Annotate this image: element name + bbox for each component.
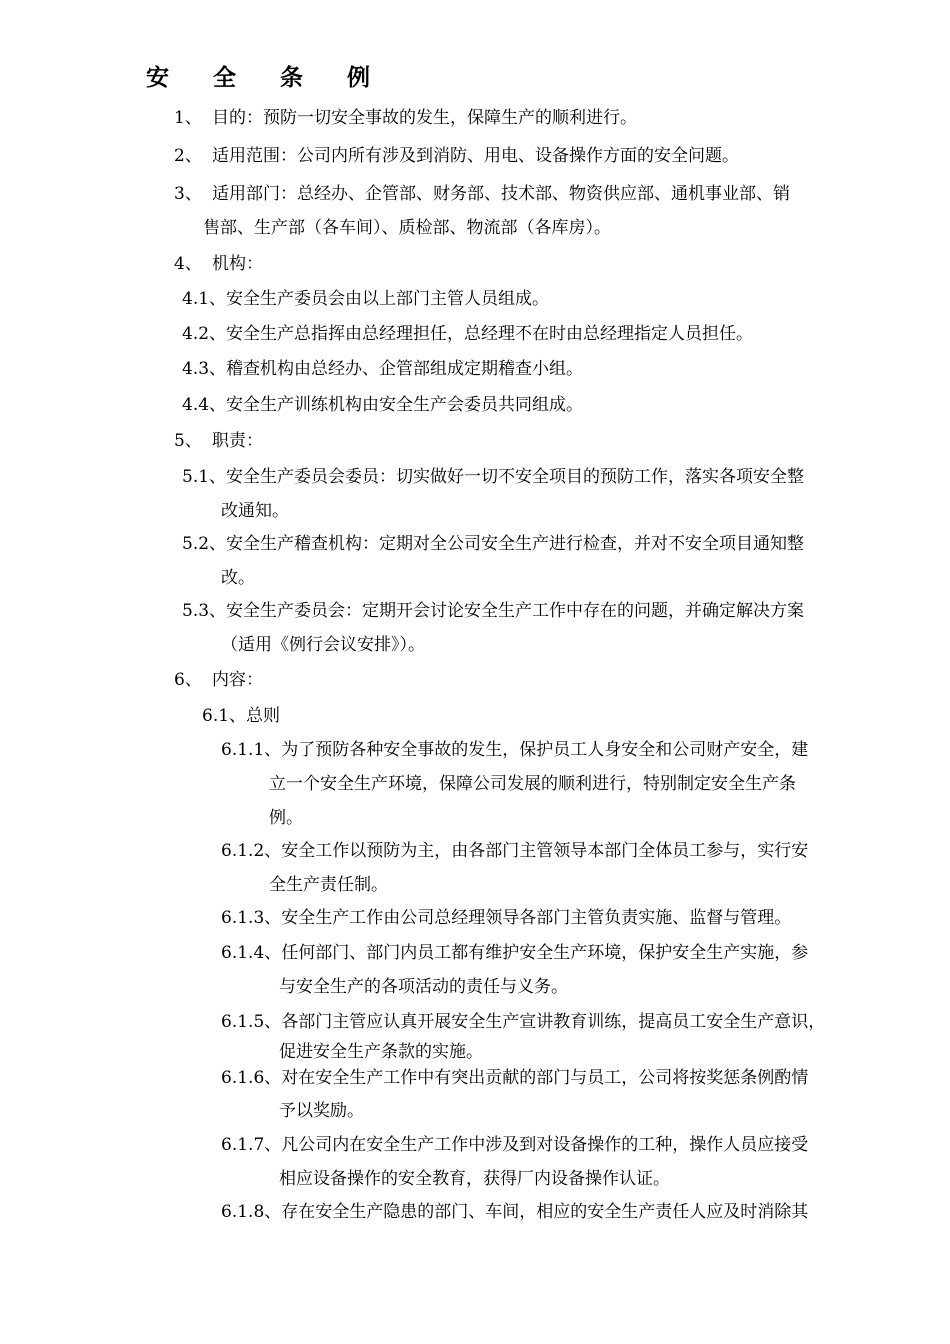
list-item (202, 704, 280, 728)
item-text: 职责： (212, 431, 263, 451)
list-item (182, 287, 549, 311)
item-number: 1、 (174, 108, 202, 128)
list-item (174, 429, 263, 453)
item-text: 目的：预防一切安全事故的发生，保障生产的顺利进行。 (212, 108, 637, 128)
item-text-continued: 全生产责任制。 (269, 875, 388, 895)
list-item (182, 322, 753, 346)
item-text-continued: 立一个安全生产环境，保障公司发展的顺利进行，特别制定安全生产条 (269, 774, 796, 794)
list-item (182, 599, 804, 623)
item-text: 安全生产委员会：定期开会讨论安全生产工作中存在的问题，并确定解决方案 (226, 601, 805, 621)
list-item (221, 941, 808, 965)
list-item (221, 1200, 808, 1224)
item-text: 安全生产稽查机构：定期对全公司安全生产进行检查，并对不安全项目通知整 (226, 534, 805, 554)
item-number: 6.1.8、 (221, 1202, 282, 1222)
list-item (182, 465, 804, 489)
item-text: 总则 (246, 706, 281, 726)
item-text: 各部门主管应认真开展安全生产宣讲教育训练，提高员工安全生产意识， (281, 1012, 826, 1032)
item-text: 安全生产训练机构由安全生产会委员共同组成。 (226, 395, 584, 415)
item-text: 适用部门：总经办、企管部、财务部、技术部、物资供应部、通机事业部、销 (212, 184, 790, 204)
item-text-continued: 予以奖励。 (279, 1101, 364, 1121)
item-number: 3、 (174, 184, 202, 204)
item-text: 安全生产委员会由以上部门主管人员组成。 (226, 289, 550, 309)
document-title: 安 全 条 例 (146, 64, 389, 91)
list-item (182, 357, 583, 381)
item-number: 6.1.4、 (221, 943, 282, 963)
item-text: 机构： (212, 254, 263, 274)
item-text: 稽查机构由总经办、企管部组成定期稽查小组。 (226, 359, 584, 379)
item-text: 存在安全生产隐患的部门、车间，相应的安全生产责任人应及时消除其 (281, 1202, 809, 1222)
item-text: 安全工作以预防为主，由各部门主管领导本部门全体员工参与，实行安 (281, 841, 809, 861)
list-item (221, 738, 808, 762)
list-item (174, 668, 263, 692)
list-item (221, 1066, 808, 1090)
item-number: 6.1、 (202, 706, 247, 726)
list-item (174, 182, 790, 206)
item-text-continued: （适用《例行会议安排》）。 (221, 635, 425, 655)
item-number: 5.1、 (182, 467, 227, 487)
item-text-continued: 售部、生产部（各车间）、质检部、物流部（各库房）。 (203, 218, 611, 238)
item-text: 任何部门、部门内员工都有维护安全生产环境，保护安全生产实施，参 (281, 943, 809, 963)
item-number: 6.1.5、 (221, 1012, 282, 1032)
item-text: 安全生产委员会委员：切实做好一切不安全项目的预防工作，落实各项安全整 (226, 467, 805, 487)
list-item (174, 144, 739, 168)
item-text-continued: 与安全生产的各项活动的责任与义务。 (279, 977, 568, 997)
list-item (174, 106, 637, 130)
item-text-continued: 改通知。 (221, 501, 289, 521)
list-item (182, 532, 804, 556)
list-item (174, 252, 263, 276)
item-number: 6.1.6、 (221, 1068, 282, 1088)
item-text: 适用范围：公司内所有涉及到消防、用电、设备操作方面的安全问题。 (212, 146, 739, 166)
item-text: 为了预防各种安全事故的发生，保护员工人身安全和公司财产安全，建 (281, 740, 809, 760)
item-number: 5、 (174, 431, 202, 451)
item-number: 4.4、 (182, 395, 227, 415)
item-text: 对在安全生产工作中有突出贡献的部门与员工，公司将按奖惩条例酌情 (281, 1068, 809, 1088)
item-number: 4、 (174, 254, 202, 274)
list-item (221, 1133, 808, 1157)
item-number: 4.3、 (182, 359, 227, 379)
item-text-continued: 相应设备操作的安全教育，获得厂内设备操作认证。 (279, 1169, 670, 1189)
item-number: 2、 (174, 146, 202, 166)
list-item (221, 1010, 825, 1034)
item-text: 安全生产总指挥由总经理担任，总经理不在时由总经理指定人员担任。 (226, 324, 754, 344)
list-item (221, 839, 808, 863)
item-text: 安全生产工作由公司总经理领导各部门主管负责实施、监督与管理。 (281, 908, 792, 928)
list-item (221, 906, 791, 930)
item-number: 6.1.1、 (221, 740, 282, 760)
item-number: 6.1.2、 (221, 841, 282, 861)
item-text: 凡公司内在安全生产工作中涉及到对设备操作的工种，操作人员应接受 (281, 1135, 809, 1155)
item-number: 5.2、 (182, 534, 227, 554)
item-number: 6.1.3、 (221, 908, 282, 928)
item-text: 内容： (212, 670, 263, 690)
item-number: 5.3、 (182, 601, 227, 621)
item-text-continued: 促进安全生产条款的实施。 (279, 1042, 483, 1062)
item-number: 4.2、 (182, 324, 227, 344)
item-number: 4.1、 (182, 289, 227, 309)
item-text-continued: 例。 (269, 808, 303, 828)
item-number: 6.1.7、 (221, 1135, 282, 1155)
list-item (182, 393, 583, 417)
item-number: 6、 (174, 670, 202, 690)
item-text-continued: 改。 (221, 568, 255, 588)
